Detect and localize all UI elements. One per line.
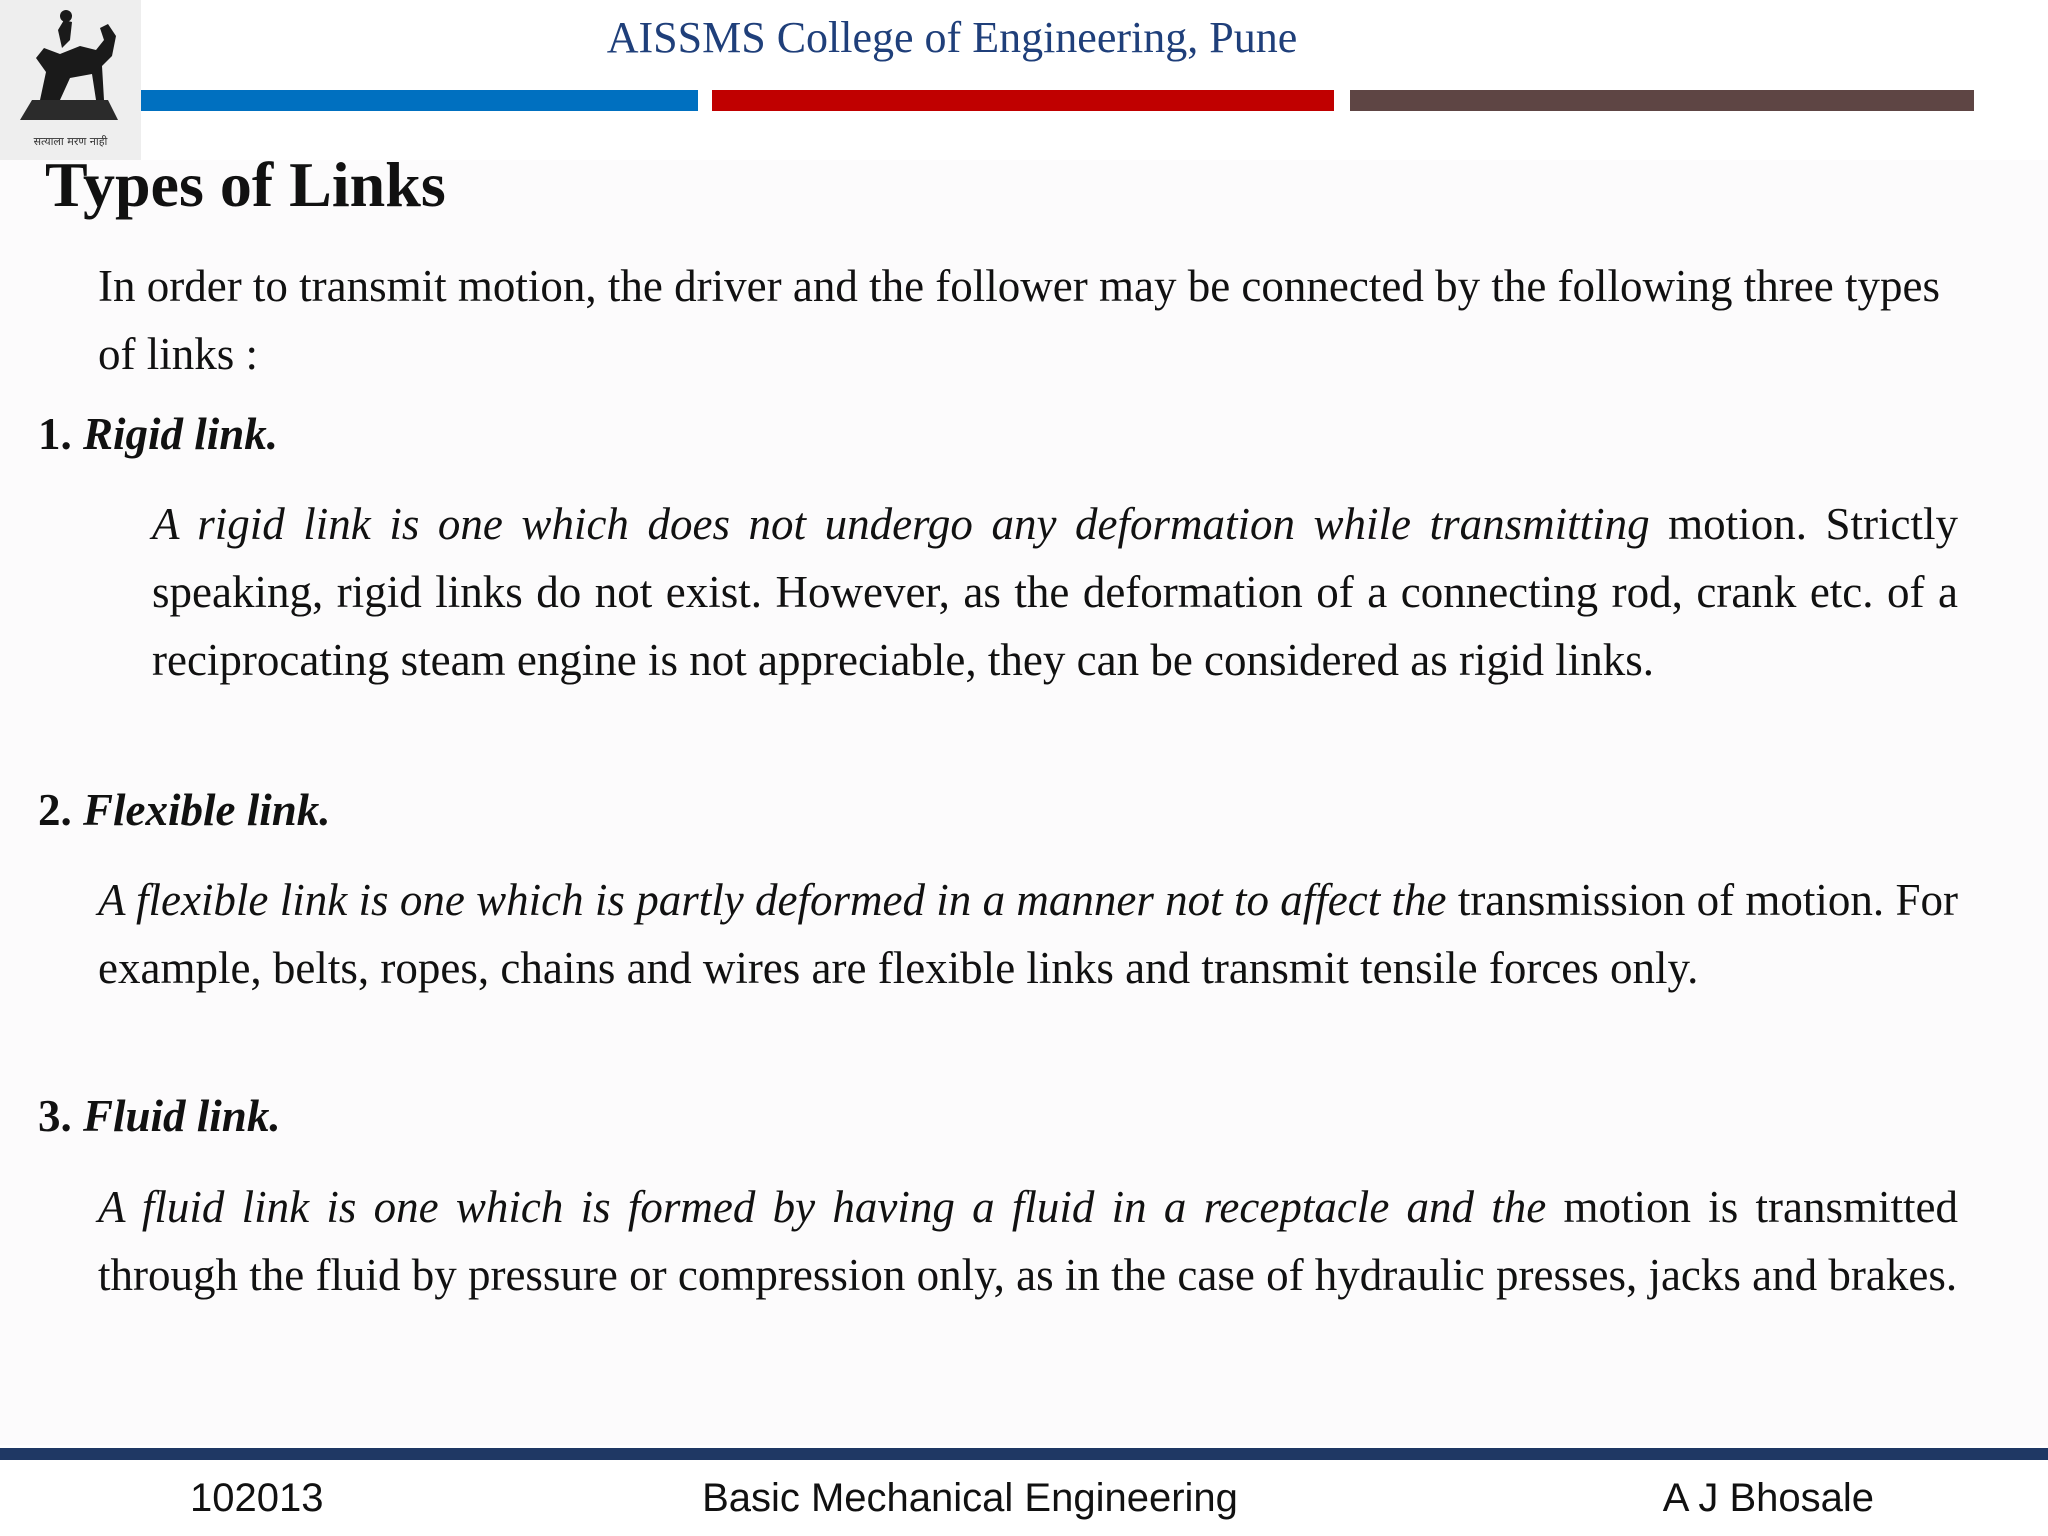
flexible-link-paragraph bbox=[98, 866, 1958, 1002]
fluid-link-text: motion is transmitted through the fluid by pressure or compression only, as in the case of hydraulic presses, jacks and brakes. bbox=[98, 1182, 1958, 1300]
footer-divider bbox=[0, 1448, 2048, 1460]
fluid-link-definition: A fluid link is one which is formed by having a fluid in a receptacle and the bbox=[98, 1182, 1547, 1232]
section-number: 2. bbox=[38, 785, 72, 835]
intro-paragraph: In order to transmit motion, the driver and the follower may be connected by the following three types of links : bbox=[98, 261, 1940, 379]
footer-author: A J Bhosale bbox=[1662, 1476, 1874, 1520]
section-number: 3. bbox=[38, 1091, 72, 1141]
section-title: Flexible link. bbox=[83, 785, 331, 835]
footer-course-name: Basic Mechanical Engineering bbox=[702, 1476, 1238, 1520]
rigid-link-definition: A rigid link is one which does not undergo any deformation while transmitting bbox=[152, 499, 1650, 549]
rigid-link-paragraph bbox=[152, 490, 1958, 694]
rigid-link-text: motion. Strictly speaking, rigid links do not exist. However, as the deformation of a connecting rod, crank etc. of a reciprocating steam engine is not appreciable, they can be considered as rigid links. bbox=[152, 499, 1958, 685]
section-heading-flexible bbox=[38, 784, 331, 836]
logo-motto: सत्याला मरण नाही bbox=[33, 135, 108, 148]
slide-title: Types of Links bbox=[45, 149, 446, 220]
section-title: Rigid link. bbox=[83, 409, 279, 459]
flexible-link-text: transmission of motion. For example, belts, ropes, chains and wires are flexible links and transmit tensile forces only. bbox=[98, 875, 1958, 993]
section-number: 1. bbox=[38, 409, 72, 459]
section-title: Fluid link. bbox=[83, 1091, 281, 1141]
fluid-link-paragraph bbox=[98, 1173, 1958, 1309]
section-heading-fluid bbox=[38, 1090, 281, 1142]
college-name: AISSMS College of Engineering, Pune bbox=[606, 13, 1298, 62]
flexible-link-definition: A flexible link is one which is partly deformed in a manner not to affect the bbox=[98, 875, 1447, 925]
header-bar-blue bbox=[141, 90, 698, 111]
section-heading-rigid bbox=[38, 408, 278, 460]
header-bar-red bbox=[712, 90, 1334, 111]
footer-course-code: 102013 bbox=[190, 1476, 324, 1520]
header-bar-brown bbox=[1350, 90, 1974, 111]
